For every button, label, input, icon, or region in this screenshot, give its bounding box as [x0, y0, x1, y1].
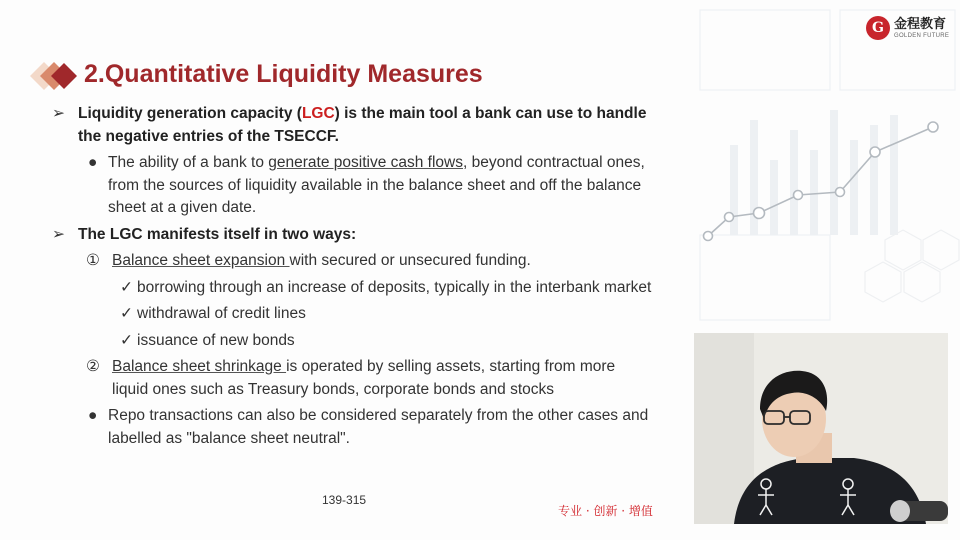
- presenter-webcam-video: [694, 333, 948, 524]
- brand-logo: [866, 16, 949, 40]
- brand-name-en: GOLDEN FUTURE: [894, 32, 950, 39]
- arrow-bullet-icon: ➢: [52, 105, 65, 122]
- circled-number-one: ①: [86, 252, 100, 269]
- check-item-text: withdrawal of credit lines: [137, 305, 306, 322]
- check-item: [52, 303, 652, 326]
- bullet-text: ) is the main tool a bank can use to handle the negative entries of the TSECCF.: [78, 105, 647, 145]
- bullet-text: Liquidity generation capacity (: [78, 105, 302, 122]
- bullet-lgc-definition: [52, 103, 652, 148]
- check-icon: ✓: [120, 305, 133, 322]
- bullet-text: The LGC manifests itself in two ways:: [78, 225, 357, 243]
- underlined-term: Balance sheet expansion: [112, 252, 290, 269]
- bullet-text: is operated by selling assets, starting from more liquid ones such as Treasury bonds, corporate bonds and stocks: [112, 358, 616, 398]
- bullet-text: , beyond contractual ones, from the sources of liquidity available in the balance sheet and off the balance sheet at a given date.: [108, 154, 645, 216]
- title-diamond-icon: [30, 62, 80, 90]
- slogan: 专业 · 创新 · 增值: [558, 504, 653, 518]
- underlined-term: Balance sheet shrinkage: [112, 358, 287, 375]
- check-item-text: issuance of new bonds: [137, 331, 295, 349]
- check-item: [52, 330, 652, 353]
- decorative-chart-background: [690, 0, 960, 330]
- slide-title: 2.Quantitative Liquidity Measures: [84, 60, 483, 88]
- bullet-lgc-ability: [52, 152, 652, 220]
- check-item-text: borrowing through an increase of deposits, typically in the interbank market: [137, 278, 652, 296]
- numbered-item-shrinkage: [52, 356, 652, 401]
- bullet-lgc-two-ways: [52, 224, 652, 247]
- check-item: [52, 277, 652, 300]
- dot-bullet-icon: ●: [88, 154, 98, 171]
- page-number: 139-315: [322, 493, 367, 507]
- circled-number-two: ②: [86, 358, 100, 375]
- numbered-item-expansion: [52, 250, 652, 273]
- bullet-text: The ability of a bank to: [108, 154, 269, 171]
- dot-bullet-icon: ●: [88, 407, 98, 424]
- bullet-text: with secured or unsecured funding.: [289, 252, 531, 269]
- bullet-repo: [52, 405, 652, 450]
- check-icon: ✓: [120, 278, 133, 296]
- check-icon: ✓: [120, 331, 133, 349]
- arrow-bullet-icon: ➢: [52, 225, 65, 243]
- slide-body: [52, 103, 652, 450]
- bullet-text: Repo transactions can also be considered separately from the other cases and labelled as "balance sheet neutral".: [108, 407, 649, 447]
- underlined-term: generate positive cash flows: [268, 154, 463, 171]
- lgc-highlight: LGC: [301, 105, 335, 122]
- brand-name-cn: 金程教育: [894, 16, 947, 32]
- brand-logo-icon: G: [866, 16, 890, 40]
